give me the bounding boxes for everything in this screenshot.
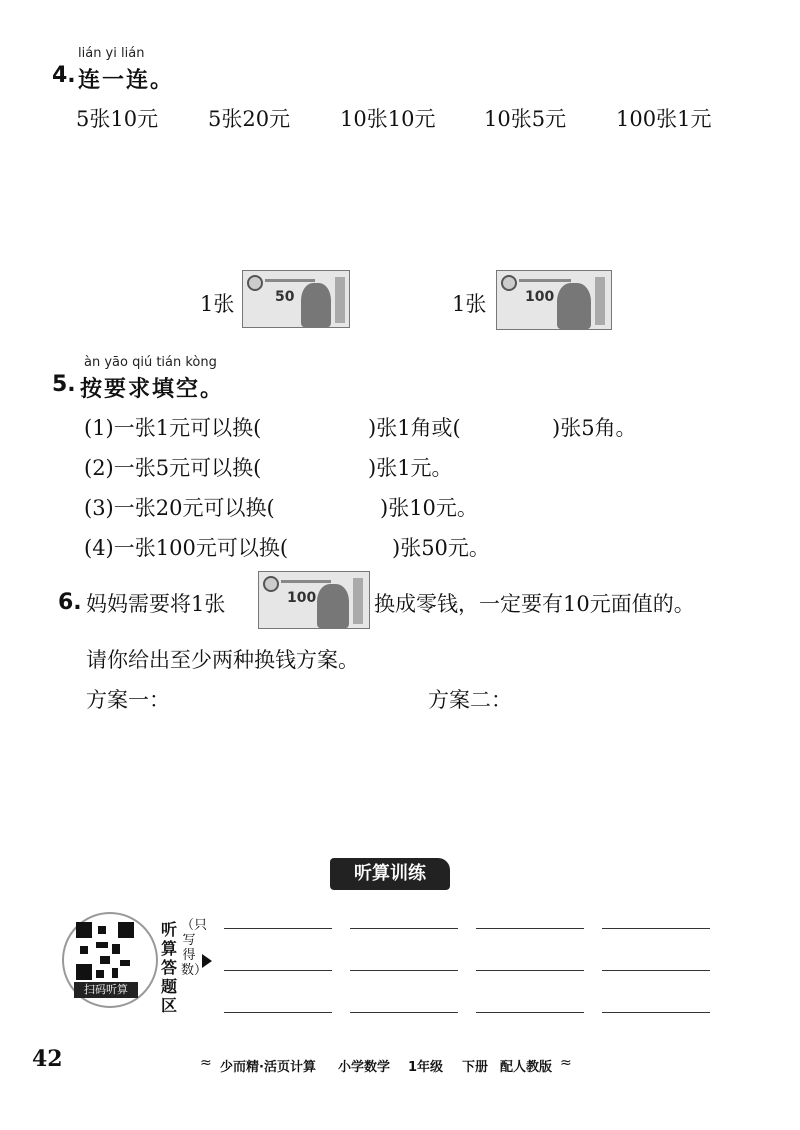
banknote-100-value-q6: 100	[287, 590, 317, 606]
q4-note-1-prefix: 1张	[200, 292, 235, 316]
qr-label: 扫码听算	[74, 982, 138, 998]
q6-plan-1-label: 方案一：	[86, 688, 170, 712]
q4-option-3: 10张10元	[340, 107, 436, 131]
answer-area-label: 听算答题区	[160, 920, 177, 1015]
q5-item-1-a: (1)一张1元可以换(	[84, 416, 262, 440]
q4-title: 连一连。	[78, 68, 175, 93]
q5-item-2-a: (2)一张5元可以换(	[84, 456, 262, 480]
footer-book: 少而精·活页计算	[220, 1060, 316, 1075]
wave-icon-left: ≈	[200, 1055, 212, 1071]
q5-number: 5.	[52, 372, 76, 397]
answer-line[interactable]	[602, 1012, 710, 1013]
wave-icon-right: ≈	[560, 1055, 572, 1071]
q6-line-2: 请你给出至少两种换钱方案。	[86, 648, 359, 672]
answer-line[interactable]	[602, 928, 710, 929]
banknote-50-image	[242, 270, 350, 328]
footer-grade: 1年级	[408, 1060, 444, 1075]
answer-line[interactable]	[476, 1012, 584, 1013]
answer-line[interactable]	[602, 970, 710, 971]
banknote-100-image	[496, 270, 612, 330]
banknote-50-value: 50	[275, 289, 295, 305]
answer-line[interactable]	[350, 928, 458, 929]
q4-option-5: 100张1元	[616, 107, 712, 131]
q6-plan-2-label: 方案二：	[428, 688, 512, 712]
answer-line[interactable]	[224, 1012, 332, 1013]
q4-note-2-prefix: 1张	[452, 292, 487, 316]
q5-item-1-c: )张5角。	[552, 416, 637, 440]
q5-item-3-b: )张10元。	[380, 496, 478, 520]
footer-volume: 下册	[462, 1060, 489, 1075]
answer-line[interactable]	[476, 970, 584, 971]
footer-subject: 小学数学	[338, 1060, 391, 1075]
arrow-right-icon	[202, 954, 212, 968]
q5-pinyin: àn yāo qiú tián kòng	[84, 355, 217, 370]
q5-title: 按要求填空。	[80, 377, 225, 402]
q6-text-before: 妈妈需要将1张	[86, 592, 226, 616]
listening-banner: 听算训练	[330, 858, 450, 890]
q5-item-1-b: )张1角或(	[368, 416, 461, 440]
q5-item-3-a: (3)一张20元可以换(	[84, 496, 275, 520]
q5-item-4-b: )张50元。	[392, 536, 490, 560]
banknote-100-value: 100	[525, 289, 555, 305]
q4-number: 4.	[52, 63, 76, 88]
answer-line[interactable]	[476, 928, 584, 929]
q4-pinyin: lián yi lián	[78, 46, 145, 61]
q5-item-4-a: (4)一张100元可以换(	[84, 536, 289, 560]
q4-option-4: 10张5元	[484, 107, 567, 131]
answer-line[interactable]	[350, 970, 458, 971]
answer-area-note: （只写得数）	[181, 918, 208, 978]
q4-option-2: 5张20元	[208, 107, 291, 131]
q5-item-2-b: )张1元。	[368, 456, 453, 480]
banknote-100-image-q6	[258, 571, 370, 629]
answer-line[interactable]	[224, 970, 332, 971]
footer-edition: 配人教版	[500, 1060, 553, 1075]
answer-line[interactable]	[350, 1012, 458, 1013]
q4-option-1: 5张10元	[76, 107, 159, 131]
page-number: 42	[32, 1046, 63, 1072]
answer-line[interactable]	[224, 928, 332, 929]
q6-text-after: 换成零钱，一定要有10元面值的。	[374, 592, 695, 616]
q6-number: 6.	[58, 590, 82, 615]
qr-code-icon[interactable]	[76, 922, 134, 980]
